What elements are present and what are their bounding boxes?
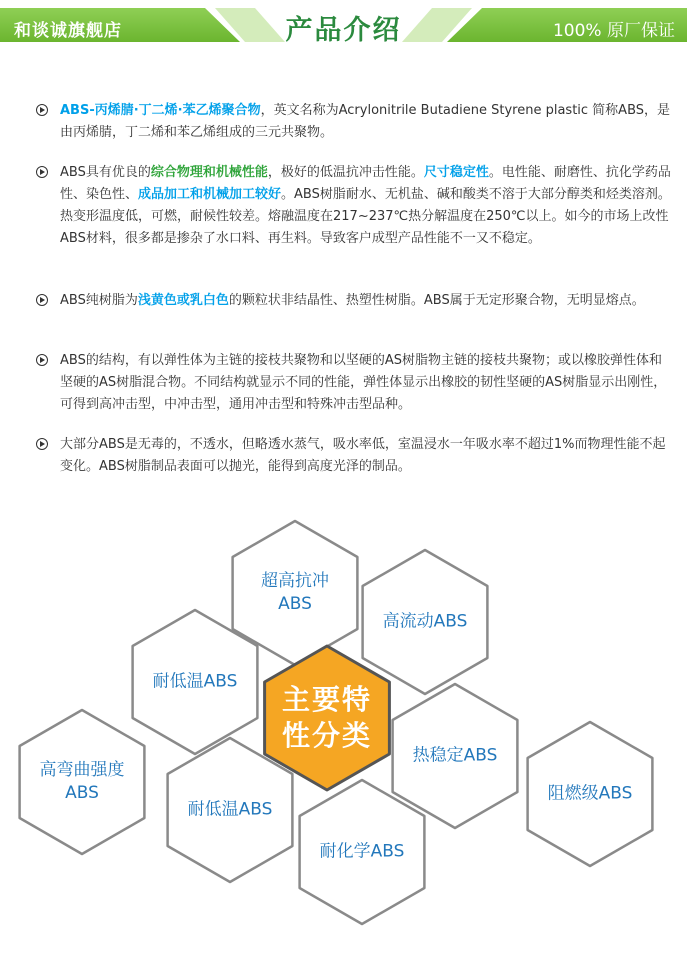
paragraph-text: ，英文名称为Acrylonitrile Butadiene Styrene plastic 简称ABS，是由丙烯腈，丁二烯和苯乙烯组成的三元共聚物。 [60,103,671,140]
feature-hexagon-label: 超高抗冲 ABS [261,571,329,614]
arrow-bullet-icon [36,166,48,178]
paragraph-text: ABS具有优良的 [60,165,151,180]
store-name[interactable]: 和谈诚旗舰店 [14,21,122,41]
highlighted-text: 浅黄色或乳白色 [137,293,229,308]
description-paragraph [36,290,672,312]
highlighted-text: 尺寸稳定性 [423,165,489,180]
description-paragraph [36,162,672,250]
description-paragraph [36,350,672,416]
paragraph-text: 大部分ABS是无毒的，不透水，但略透水蒸气，吸水率低，室温浸水一年吸水率不超过1%而物理性能不起变化。ABS树脂制品表面可以抛光，能得到高度光泽的制品。 [60,437,666,474]
feature-hexagon-label: 耐低温ABS [152,671,238,692]
feature-hexagon-label: 热稳定ABS [412,745,498,766]
paragraph-text: 的颗粒状非结晶性、热塑性树脂。ABS属于无定形聚合物，无明显熔点。 [228,293,645,308]
paragraph-text: ，极好的低温抗冲击性能。 [267,165,424,180]
feature-hexagon-diagram [0,508,687,960]
page-title: 产品介绍 [285,15,402,46]
feature-hexagon-label: 耐化学ABS [319,841,405,862]
arrow-bullet-icon [36,104,48,116]
arrow-bullet-icon [36,438,48,450]
paragraph-text: 。ABS树脂耐水、无机盐、碱和酸类不溶于大部分醇类和烃类溶剂。热变形温度低，可燃，耐候性较差。熔融温度在217~237℃热分解温度在250℃以上。如今的市场上改性ABS材料，很多都是掺杂了水口料、再生料。导致客户成型产品性能不一又不稳定。 [60,187,671,246]
highlighted-text: 综合物理和机械性能 [150,165,268,180]
highlighted-text: ABS-丙烯腈·丁二烯·苯乙烯聚合物 [60,103,261,118]
description-paragraph [36,434,672,478]
guarantee-badge: 100% 原厂保证 [552,21,675,41]
paragraph-text: 。电性能、耐磨性、抗化学药品性、染色性、 [60,165,671,202]
feature-hexagon-label: 耐低温ABS [187,799,273,820]
description-paragraph [36,100,672,144]
feature-hexagon-label: 高弯曲强度 ABS [39,760,125,803]
header-bar [0,0,687,58]
paragraph-text: ABS纯树脂为 [60,293,138,308]
center-hexagon-label: 主要特 性分类 [281,683,373,752]
arrow-bullet-icon [36,354,48,366]
feature-hexagon-label: 高流动ABS [382,611,468,632]
feature-hexagon-label: 阻燃级ABS [547,783,633,804]
arrow-bullet-icon [36,294,48,306]
paragraph-text: ABS的结构，有以弹性体为主链的接枝共聚物和以坚硬的AS树脂物主链的接枝共聚物；或以橡胶弹性体和坚硬的AS树脂混合物。不同结构就显示不同的性能，弹性体显示出橡胶的韧性坚硬的AS树脂显示出刚性，可得到高冲击型，中冲击型，通用冲击型和特殊冲击型品种。 [60,353,667,412]
highlighted-text: 成品加工和机械加工较好 [138,187,282,202]
